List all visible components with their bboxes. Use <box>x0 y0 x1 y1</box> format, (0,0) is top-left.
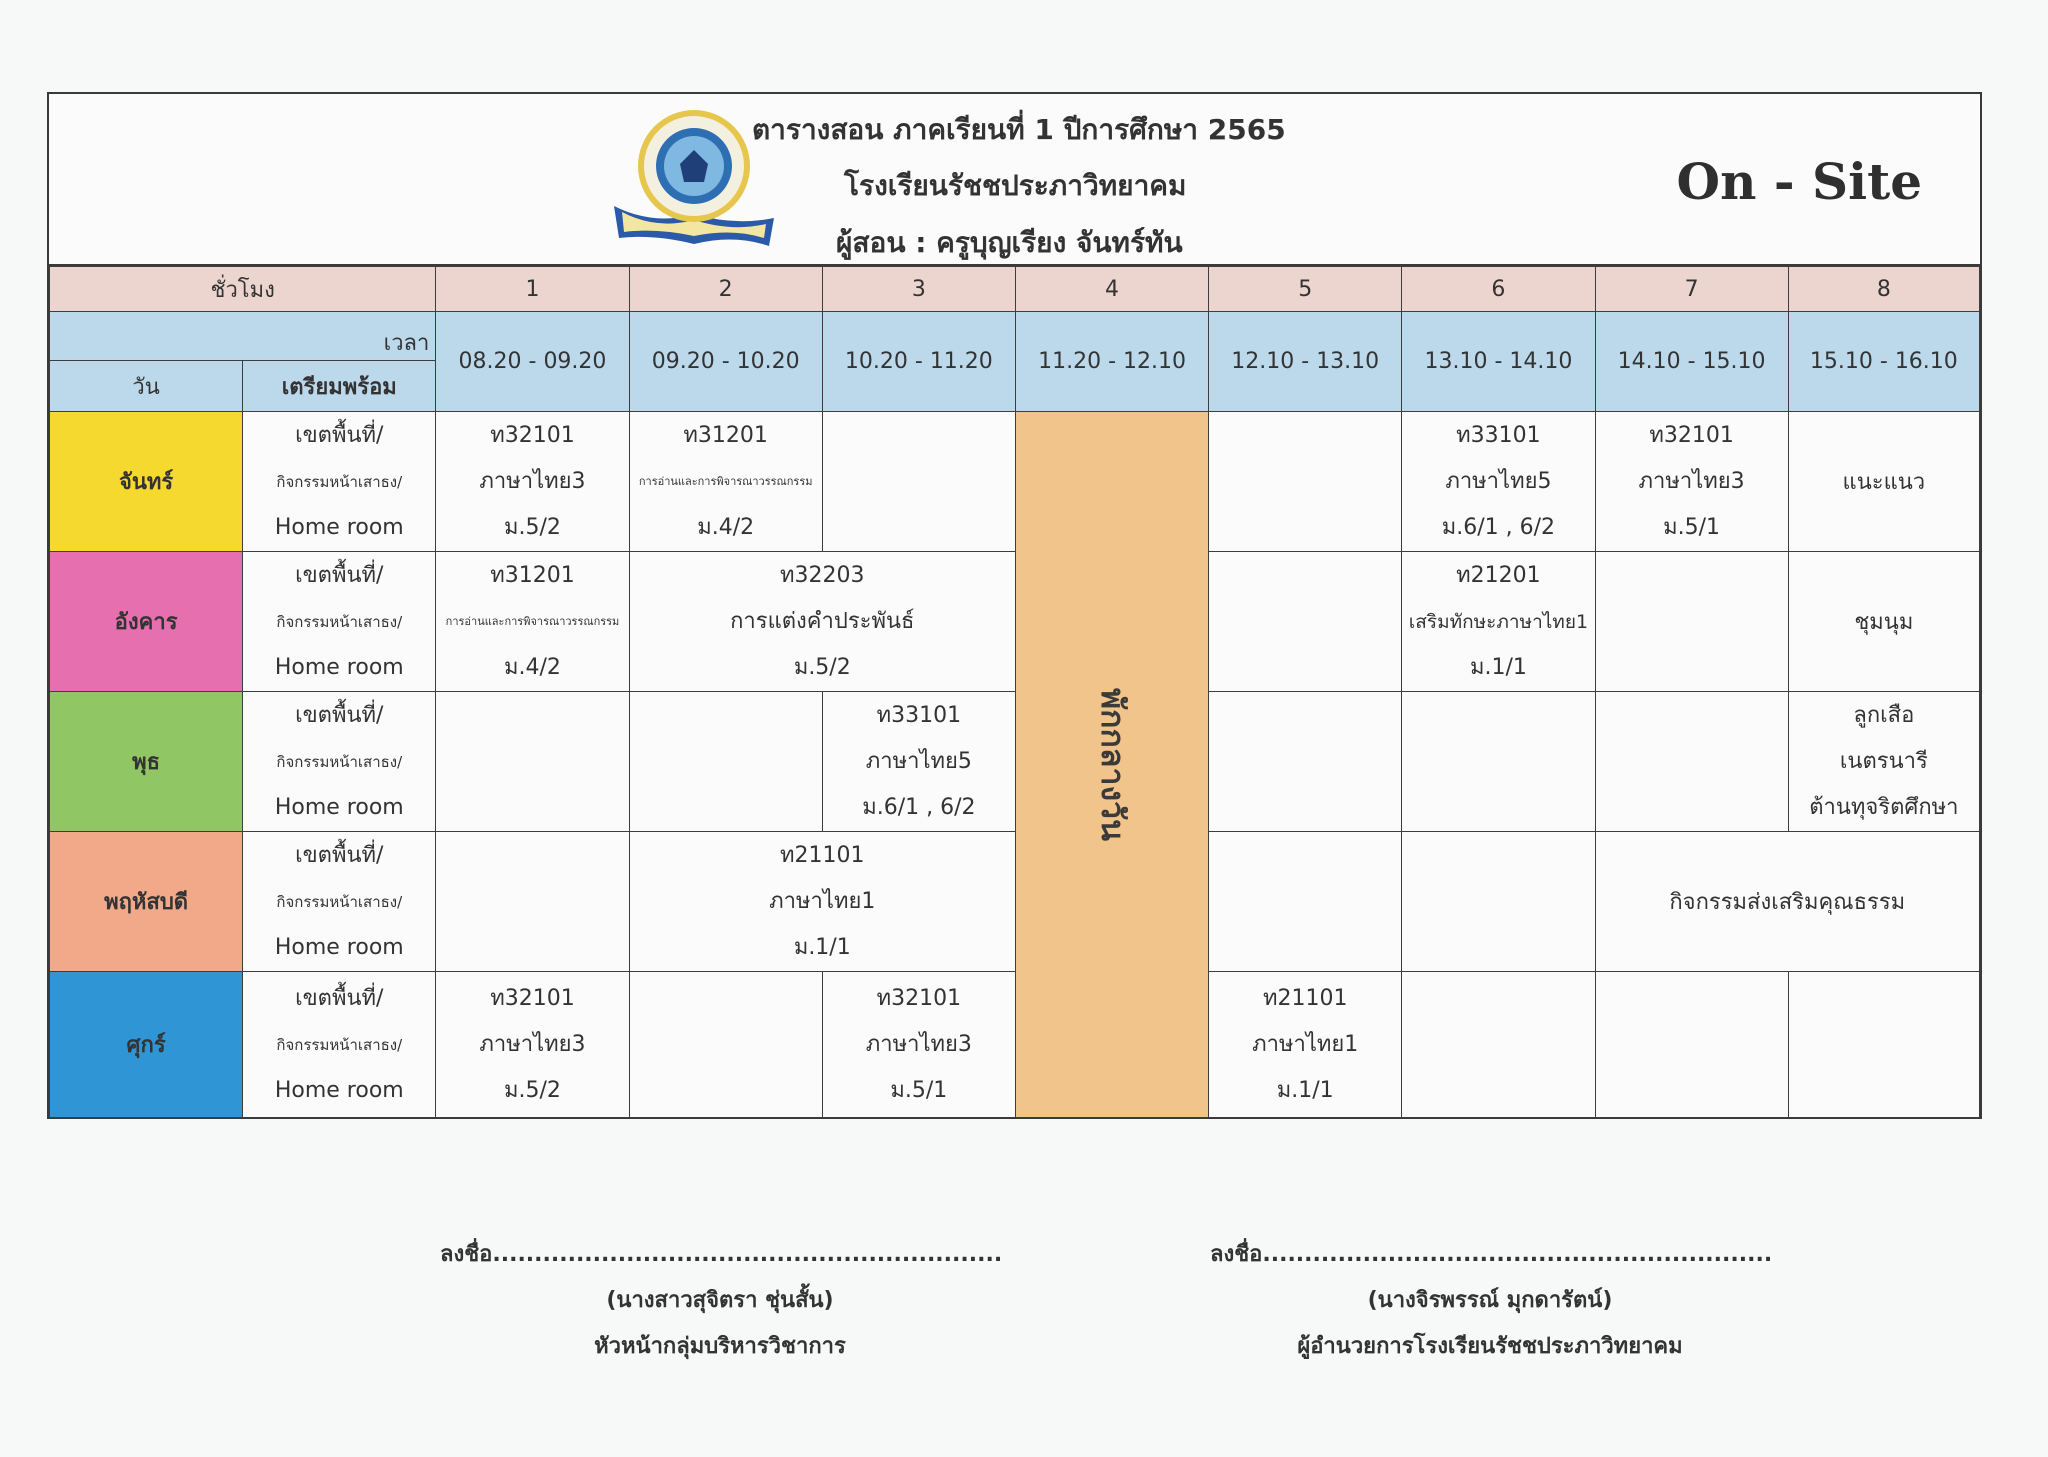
period-header-label: ชั่วโมง <box>50 267 436 312</box>
day-monday: จันทร์ <box>50 412 243 552</box>
teacher-name: ผู้สอน : ครูบุญเรียง จันทร์ทัน <box>836 226 1183 259</box>
signature-line: ลงชื่อ............................................................. <box>1210 1242 1773 1267</box>
day-wednesday: พุธ <box>50 692 243 832</box>
time-7: 14.10 - 15.10 <box>1595 312 1788 412</box>
period-8: 8 <box>1788 267 1979 312</box>
lunch-break <box>1015 412 1208 1118</box>
school-name: โรงเรียนรัชชประภาวิทยาคม <box>844 169 1187 202</box>
class-cell: ท31201 การอ่านและการพิจารณาวรรณกรรม ม.4/2 <box>629 412 822 552</box>
header <box>49 94 1980 266</box>
time-8: 15.10 - 16.10 <box>1788 312 1979 412</box>
activity-cell: กิจกรรมส่งเสริมคุณธรรม <box>1595 832 1979 972</box>
empty-cell <box>1595 972 1788 1118</box>
time-5: 12.10 - 13.10 <box>1209 312 1402 412</box>
class-cell: ท21201 เสริมทักษะภาษาไทย1 ม.1/1 <box>1402 552 1595 692</box>
signature-line: ลงชื่อ............................................................. <box>440 1242 1003 1267</box>
signer-position: หัวหน้ากลุ่มบริหารวิชาการ <box>594 1334 846 1359</box>
signer-position: ผู้อำนวยการโรงเรียนรัชชประภาวิทยาคม <box>1297 1334 1683 1359</box>
time-3: 10.20 - 11.20 <box>822 312 1015 412</box>
period-3: 3 <box>822 267 1015 312</box>
prep-cell: เขตพื้นที่/ กิจกรรมหน้าเสาธง/ Home room <box>243 972 436 1118</box>
prep-cell: เขตพื้นที่/ กิจกรรมหน้าเสาธง/ Home room <box>243 552 436 692</box>
class-cell: ท32101 ภาษาไทย3 ม.5/2 <box>436 972 629 1118</box>
day-thursday: พฤหัสบดี <box>50 832 243 972</box>
signature-left <box>440 1232 1003 1370</box>
empty-cell <box>1595 692 1788 832</box>
class-cell: ท32203 การแต่งคำประพันธ์ ม.5/2 <box>629 552 1015 692</box>
title: ตารางสอน ภาคเรียนที่ 1 ปีการศึกษา 2565 <box>752 113 1286 146</box>
period-5: 5 <box>1209 267 1402 312</box>
empty-cell <box>436 832 629 972</box>
period-7: 7 <box>1595 267 1788 312</box>
class-cell: ท21101 ภาษาไทย1 ม.1/1 <box>1209 972 1402 1118</box>
time-2: 09.20 - 10.20 <box>629 312 822 412</box>
empty-cell <box>629 972 822 1118</box>
empty-cell <box>1402 692 1595 832</box>
day-friday: ศุกร์ <box>50 972 243 1118</box>
time-4: 11.20 - 12.10 <box>1015 312 1208 412</box>
period-6: 6 <box>1402 267 1595 312</box>
prep-cell: เขตพื้นที่/ กิจกรรมหน้าเสาธง/ Home room <box>243 832 436 972</box>
empty-cell <box>1788 972 1979 1118</box>
class-cell: ท31201 การอ่านและการพิจารณาวรรณกรรม ม.4/2 <box>436 552 629 692</box>
class-cell: ท32101 ภาษาไทย3 ม.5/1 <box>1595 412 1788 552</box>
period-4: 4 <box>1015 267 1208 312</box>
class-cell: ท32101 ภาษาไทย3 ม.5/1 <box>822 972 1015 1118</box>
day-label: วัน <box>50 361 243 412</box>
lunch-label: พักกลางวัน <box>1093 688 1132 841</box>
empty-cell <box>1402 972 1595 1118</box>
activity-cell: ชุมนุม <box>1788 552 1979 692</box>
empty-cell <box>1209 692 1402 832</box>
class-cell: ท21101 ภาษาไทย1 ม.1/1 <box>629 832 1015 972</box>
time-1: 08.20 - 09.20 <box>436 312 629 412</box>
empty-cell <box>436 692 629 832</box>
empty-cell <box>1209 412 1402 552</box>
signer-name: (นางสาวสุจิตรา ชุ่นสั้น) <box>606 1288 834 1313</box>
empty-cell <box>1209 832 1402 972</box>
timetable-frame <box>47 92 1982 1119</box>
timetable <box>49 266 1980 1118</box>
class-cell: ท33101 ภาษาไทย5 ม.6/1 , 6/2 <box>822 692 1015 832</box>
mode-label: On - Site <box>1676 152 1922 211</box>
signer-name: (นางจิรพรรณ์ มุกดารัตน์) <box>1367 1288 1613 1313</box>
empty-cell <box>1595 552 1788 692</box>
prep-cell: เขตพื้นที่/ กิจกรรมหน้าเสาธง/ Home room <box>243 412 436 552</box>
class-cell: ท32101 ภาษาไทย3 ม.5/2 <box>436 412 629 552</box>
empty-cell <box>629 692 822 832</box>
empty-cell <box>822 412 1015 552</box>
period-1: 1 <box>436 267 629 312</box>
activity-cell: แนะแนว <box>1788 412 1979 552</box>
time-label: เวลา <box>50 312 436 361</box>
day-tuesday: อังคาร <box>50 552 243 692</box>
prep-label: เตรียมพร้อม <box>243 361 436 412</box>
activity-cell: ลูกเสือ เนตรนารี ต้านทุจริตศึกษา <box>1788 692 1979 832</box>
class-cell: ท33101 ภาษาไทย5 ม.6/1 , 6/2 <box>1402 412 1595 552</box>
signature-right <box>1210 1232 1773 1370</box>
prep-cell: เขตพื้นที่/ กิจกรรมหน้าเสาธง/ Home room <box>243 692 436 832</box>
period-2: 2 <box>629 267 822 312</box>
empty-cell <box>1402 832 1595 972</box>
empty-cell <box>1209 552 1402 692</box>
time-6: 13.10 - 14.10 <box>1402 312 1595 412</box>
